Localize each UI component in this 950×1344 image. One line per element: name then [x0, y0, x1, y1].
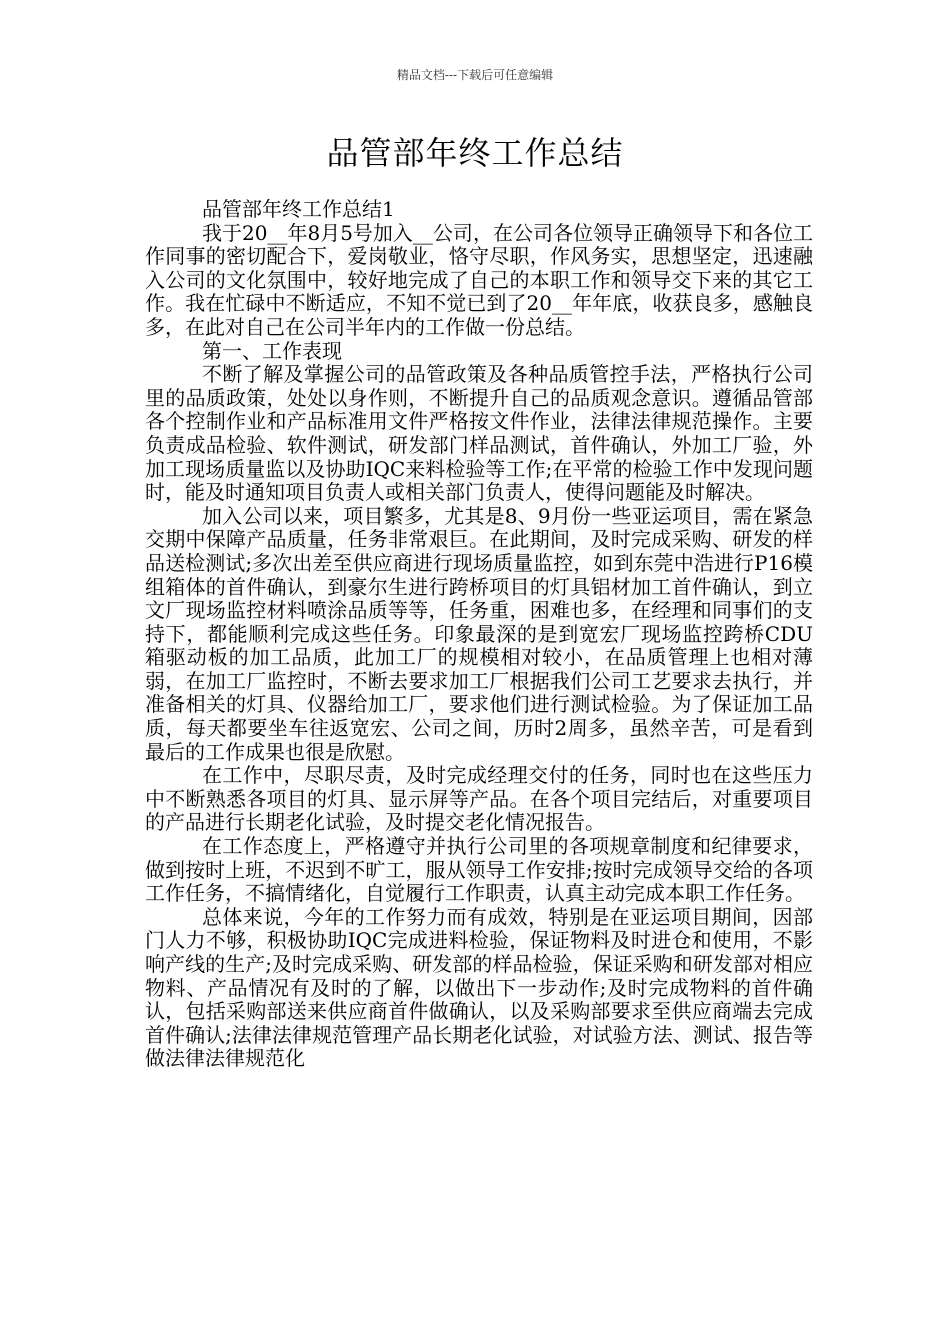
document-body [145, 198, 813, 1071]
paragraph: 总体来说，今年的工作努力而有成效，特别是在亚运项目期间，因部门人力不够，积极协助IQC完成进料检验，保证物料及时进仓和使用，不影响产线的生产;及时完成采购、研发部的样品检验，保证采购和研发部对相应物料、产品情况有及时的了解，以做出下一步动作;及时完成物料的首件确认，包括采购部送来供应商首件做确认，以及采购部要求至供应商端去完成首件确认;法律法律规范管理产品长期老化试验，对试验方法、测试、报告等做法律法律规范化 [145, 904, 813, 1071]
section-heading: 第一、工作表现 [202, 338, 342, 363]
paragraph: 不断了解及掌握公司的品管政策及各种品质管控手法，严格执行公司里的品质政策，处处以身作则，不断提升自己的品质观念意识。遵循品管部各个控制作业和产品标准用文件严格按文件作业，法律法律规范操作。主要负责成品检验、软件测试，研发部门样品测试，首件确认，外加工厂验，外加工现场质量监以及协助IQC来料检验等工作;在平常的检验工作中发现问题时，能及时通知项目负责人或相关部门负责人，使得问题能及时解决。 [145, 362, 813, 505]
paragraph: 我于20__年8月5号加入__公司，在公司各位领导正确领导下和各位工作同事的密切配合下，爱岗敬业，恪守尽职，作风务实，思想坚定，迅速融入公司的文化氛围中，较好地完成了自己的本职工作和领导交下来的其它工作。我在忙碌中不断适应，不知不觉已到了20__年年底，收获良多，感触良多，在此对自己在公司半年内的工作做一份总结。 [145, 220, 813, 339]
section-heading: 品管部年终工作总结1 [202, 197, 395, 221]
paragraph: 加入公司以来，项目繁多，尤其是8、9月份一些亚运项目，需在紧急交期中保障产品质量，任务非常艰巨。在此期间，及时完成采购、研发的样品送检测试;多次出差至供应商进行现场质量监控，如到东莞中浩进行P16模组箱体的首件确认，到豪尔生进行跨桥项目的灯具铝材加工首件确认，到立文厂现场监控材料喷涂品质等等，任务重，困难也多，在经理和同事们的支持下，都能顺利完成这些任务。印象最深的是到宽宏厂现场监控跨桥CDU箱驱动板的加工品质，此加工厂的规模相对较小，在品质管理上也相对薄弱，在加工厂监控时，不断去要求加工厂根据我们公司工艺要求去执行，并准备相关的灯具、仪器给加工厂，要求他们进行测试检验。为了保证加工品质，每天都要坐车往返宽宏、公司之间，历时2周多，虽然辛苦，可是看到最后的工作成果也很是欣慰。 [145, 503, 813, 764]
document-title: 品管部年终工作总结 [326, 134, 624, 172]
page-header-note: 精品文档---下载后可任意编辑 [396, 68, 554, 82]
paragraph: 在工作态度上，严格遵守并执行公司里的各项规章制度和纪律要求，做到按时上班，不迟到不旷工，服从领导工作安排;按时完成领导交给的各项工作任务，不搞情绪化，自觉履行工作职责，认真主动完成本职工作任务。 [145, 834, 813, 906]
paragraph: 在工作中，尽职尽责，及时完成经理交付的任务，同时也在这些压力中不断熟悉各项目的灯具、显示屏等产品。在各个项目完结后，对重要项目的产品进行长期老化试验，及时提交老化情况报告。 [145, 763, 813, 835]
